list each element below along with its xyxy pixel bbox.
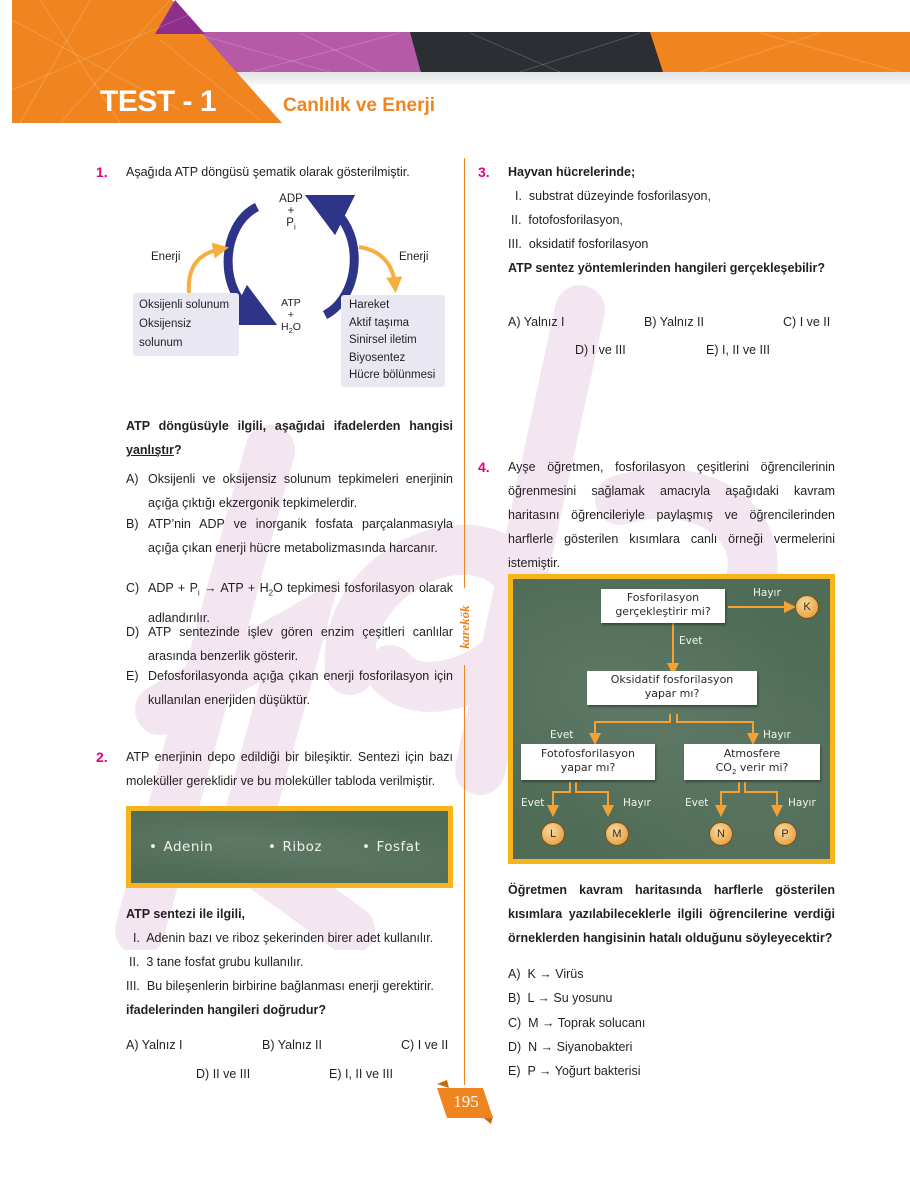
molecule-chalkboard <box>126 806 453 888</box>
statement-1: I. substrat düzeyinde fosforilasyon, <box>515 189 711 203</box>
option-d[interactable]: D) ATP sentezinde işlev gören enzim çeşitleri canlılar arasında benzerlik gösterir. <box>126 625 453 663</box>
leaf-m: M <box>605 822 629 846</box>
subject-title: Canlılık ve Enerji <box>283 95 436 116</box>
edge-label-yes: Evet <box>521 797 545 809</box>
pi-text: $P_i$ <box>286 217 296 232</box>
statement-2: II. fotofosforilasyon, <box>511 213 623 227</box>
option-e[interactable]: E) P → Yoğurt bakterisi <box>508 1064 641 1078</box>
box-line: Hücre bölünmesi <box>349 369 436 381</box>
edge-label-no: Hayır <box>753 587 781 599</box>
board-item-adenin: • Adenin <box>149 839 213 855</box>
energy-in-label: Enerji <box>151 251 181 263</box>
option-d[interactable]: D) I ve III <box>575 343 626 357</box>
energy-out-label: Enerji <box>399 251 429 263</box>
question-intro: Ayşe öğretmen, fosforilasyon çeşitlerini öğrencilerinin öğrenmesini sağlamak amacıyla aşağıdaki kavram haritasını öğrencileriyle paylaşmış ve öğrencilerinden harflerle gösterilen kısımlara canlı örneği vermelerini istemiştir. <box>508 460 835 570</box>
box-line: Aktif taşıma <box>349 316 410 329</box>
test-title: TEST - 1 <box>100 85 217 118</box>
box-line: Oksijensiz solunum <box>139 318 192 349</box>
option-c[interactable]: C) M → Toprak solucanı <box>508 1016 646 1030</box>
option-b[interactable]: B) Yalnız II <box>644 315 704 329</box>
option-a[interactable]: A) K → Virüs <box>508 967 584 981</box>
header-grey-strip <box>200 72 910 84</box>
question-stem-lead: Hayvan hücrelerinde; <box>508 165 636 179</box>
edge-label-yes: Evet <box>685 797 709 809</box>
h2o-text: $H_2O$ <box>281 321 301 336</box>
node-photophosphorylation: Fotofosforilasyon yapar mı? <box>521 744 655 780</box>
question-intro: Aşağıda ATP döngüsü şematik olarak gösterilmiştir. <box>126 165 410 179</box>
page-header <box>0 0 910 130</box>
option-c[interactable]: C) ADP + $P_i$ → ATP + $H_2O$ tepkimesi fosforilasyon olarak adlandırılır. <box>126 581 454 625</box>
leaf-p: P <box>773 822 797 846</box>
question-intro: ATP enerjinin depo edildiği bir bileşiktir. Sentezi için bazı moleküller gereklidir ve bu moleküller tabloda verilmiştir. <box>126 750 453 788</box>
box-line: Sinirsel iletim <box>349 334 417 346</box>
energy-uses-box <box>341 295 445 387</box>
atp-cycle-diagram <box>125 185 455 395</box>
question-stem: ATP döngüsüyle ilgili, aşağıdai ifadelerden hangisi yanlıştır? <box>126 419 453 457</box>
edge-label-no: Hayır <box>763 729 791 741</box>
question-stem: Öğretmen kavram haritasında harflerle gösterilen kısımlara yazılabileceklerle ilgili öğrencilerine verdiği örneklerden hangisinin hatalı olduğunu söyleyecektir? <box>508 883 835 945</box>
adp-text: ADP <box>279 193 303 205</box>
option-c[interactable]: C) I ve II <box>401 1038 449 1052</box>
board-item-riboz: • Riboz <box>268 839 322 855</box>
leaf-l: L <box>541 822 565 846</box>
edge-label-no: Hayır <box>788 797 816 809</box>
leaf-k: K <box>795 595 819 619</box>
statement-1: I. Adenin bazı ve riboz şekerinden birer adet kullanılır. <box>133 931 434 945</box>
edge-label-yes: Evet <box>550 729 574 741</box>
question-stem-question: ifadelerinden hangileri doğrudur? <box>126 1003 327 1017</box>
concept-map-chalkboard <box>508 574 835 864</box>
question-number: 2. <box>96 749 108 765</box>
plus-text: + <box>287 205 295 217</box>
question-stem-question: ATP sentez yöntemlerinden hangileri gerçekleşebilir? <box>508 261 825 275</box>
option-b[interactable]: B) ATP’nin ADP ve inorganik fosfata parçalanmasıyla açığa çıkan enerji hücre metabolizmasında harcanır. <box>126 517 453 555</box>
header-orange-band <box>650 32 910 72</box>
node-co2: Atmosfere $CO_2$ verir mi? <box>684 744 820 780</box>
page-number-ribbon <box>435 1080 497 1124</box>
leaf-n: N <box>709 822 733 846</box>
plus-text: + <box>287 309 295 321</box>
option-e[interactable]: E) I, II ve III <box>706 343 770 357</box>
header-dark-band <box>410 32 680 72</box>
box-line: Oksijenli solunum <box>139 299 230 311</box>
statement-2: II. 3 tane fosfat grubu kullanılır. <box>129 955 304 969</box>
option-a[interactable]: A) Yalnız I <box>508 315 565 329</box>
column-divider-bottom <box>464 665 465 1085</box>
atp-text: ATP <box>281 297 301 309</box>
atp-h2o-label <box>273 297 309 337</box>
underlined-keyword: yanlıştır <box>126 443 174 457</box>
node-phosphorylation: Fosforilasyon gerçekleştirir mi? <box>601 589 725 623</box>
question-stem-lead: ATP sentezi ile ilgili, <box>126 907 246 921</box>
box-line: Hareket <box>349 299 390 311</box>
option-e[interactable]: E) I, II ve III <box>329 1067 393 1081</box>
option-a[interactable]: A) Oksijenli ve oksijensiz solunum tepkimeleri enerjinin açığa çıktığı ekzergonik tepkimelerdir. <box>126 472 453 510</box>
board-item-fosfat: • Fosfat <box>362 839 420 855</box>
question-number: 1. <box>96 164 108 180</box>
option-d[interactable]: D) II ve III <box>196 1067 251 1081</box>
option-b[interactable]: B) Yalnız II <box>262 1038 322 1052</box>
respiration-box <box>133 293 239 356</box>
edge-label-yes: Evet <box>679 635 703 647</box>
side-brand-text: karekök <box>457 605 472 649</box>
option-e[interactable]: E) Defosforilasyonda açığa çıkan enerji fosforilasyon için kullanılan enerjiden düşüktür. <box>126 669 453 707</box>
column-divider-top <box>464 158 465 588</box>
statement-3: III. Bu bileşenlerin birbirine bağlanması enerji gerektirir. <box>126 979 434 993</box>
option-a[interactable]: A) Yalnız I <box>126 1038 183 1052</box>
option-d[interactable]: D) N → Siyanobakteri <box>508 1040 633 1054</box>
question-number: 3. <box>478 164 490 180</box>
side-brand <box>452 592 478 662</box>
node-oxidative: Oksidatif fosforilasyon yapar mı? <box>587 671 757 705</box>
statement-3: III. oksidatif fosforilasyon <box>508 237 649 251</box>
option-b[interactable]: B) L → Su yosunu <box>508 991 613 1005</box>
page-number: 195 <box>453 1092 479 1111</box>
question-number: 4. <box>478 459 490 475</box>
box-line: Biyosentez <box>349 351 406 364</box>
edge-label-no: Hayır <box>623 797 651 809</box>
adp-pi-label <box>273 193 309 233</box>
option-c[interactable]: C) I ve II <box>783 315 831 329</box>
